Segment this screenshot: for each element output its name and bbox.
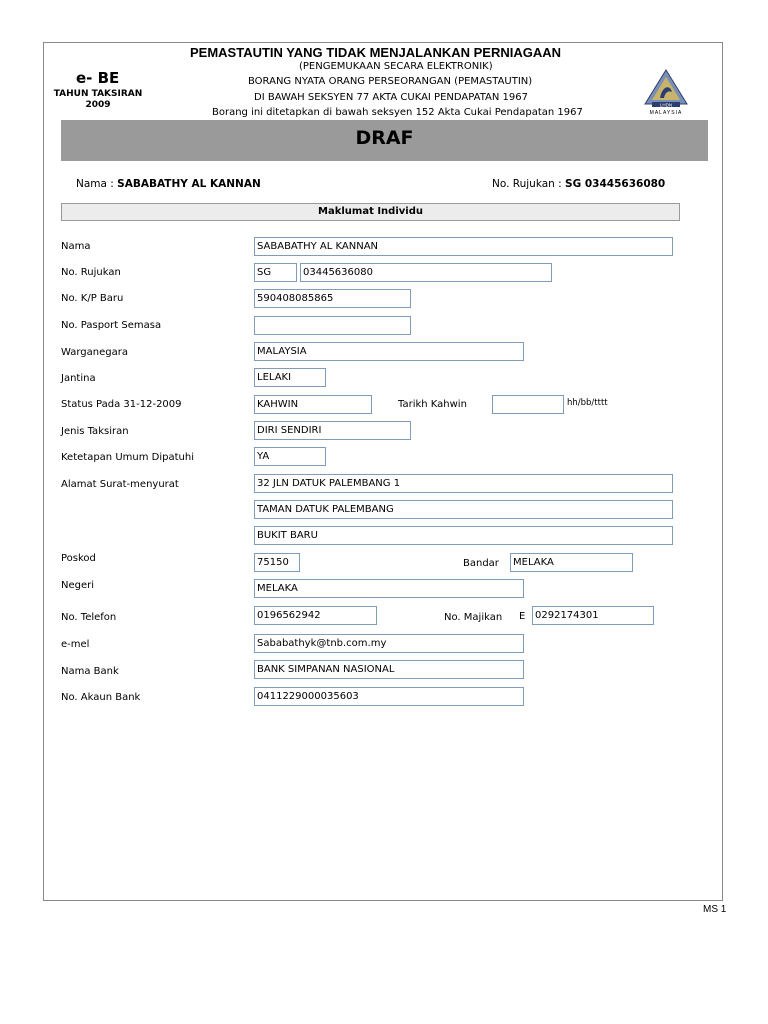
label-jenis: Jenis Taksiran [61, 426, 129, 437]
page-number: MS 1 [703, 904, 727, 915]
label-akaun: No. Akaun Bank [61, 692, 141, 703]
section-title: Maklumat Individu [61, 203, 680, 221]
rujukan-prefix-field[interactable]: SG [254, 263, 297, 282]
alamat-line2-field[interactable]: TAMAN DATUK PALEMBANG [254, 500, 673, 519]
label-pasport: No. Pasport Semasa [61, 320, 162, 331]
tax-year: 2009 [85, 100, 111, 110]
draft-label: DRAF [355, 127, 414, 149]
akaun-field[interactable]: 0411229000035603 [254, 687, 524, 706]
majikan-field[interactable]: 0292174301 [532, 606, 654, 625]
poskod-field[interactable]: 75150 [254, 553, 300, 572]
summary-ref-value: SG 03445636080 [565, 178, 666, 190]
form-subtitle-3: DI BAWAH SEKSYEN 77 AKTA CUKAI PENDAPATAN 1967 [254, 92, 528, 103]
label-warganegara: Warganegara [61, 347, 128, 358]
label-bandar: Bandar [463, 558, 499, 569]
bank-field[interactable]: BANK SIMPANAN NASIONAL [254, 660, 524, 679]
form-subtitle-2: BORANG NYATA ORANG PERSEORANGAN (PEMASTAUTIN) [248, 76, 533, 87]
form-code: e- BE [76, 69, 120, 87]
label-kp: No. K/P Baru [61, 293, 124, 304]
alamat-line3-field[interactable]: BUKIT BARU [254, 526, 673, 545]
ketetapan-field[interactable]: YA [254, 447, 326, 466]
majikan-prefix: E [519, 611, 526, 622]
summary-ref [492, 178, 665, 190]
lhdn-logo [640, 68, 692, 116]
label-poskod: Poskod [61, 553, 96, 564]
label-negeri: Negeri [61, 580, 95, 591]
jenis-field[interactable]: DIRI SENDIRI [254, 421, 411, 440]
summary-ref-label: No. Rujukan : [492, 178, 562, 190]
telefon-field[interactable]: 0196562942 [254, 606, 377, 625]
label-ketetapan: Ketetapan Umum Dipatuhi [61, 452, 194, 463]
form-subtitle-4: Borang ini ditetapkan di bawah seksyen 152 Akta Cukai Pendapatan 1967 [212, 107, 583, 118]
summary-name-value: SABABATHY AL KANNAN [117, 178, 261, 190]
label-status: Status Pada 31-12-2009 [61, 399, 182, 410]
label-emel: e-mel [61, 639, 90, 650]
nama-field[interactable]: SABABATHY AL KANNAN [254, 237, 673, 256]
label-telefon: No. Telefon [61, 612, 117, 623]
label-rujukan: No. Rujukan [61, 267, 121, 278]
status-field[interactable]: KAHWIN [254, 395, 372, 414]
label-tarikh-kahwin: Tarikh Kahwin [398, 399, 467, 410]
date-format-hint: hh/bb/tttt [567, 398, 608, 408]
label-alamat: Alamat Surat-menyurat [61, 479, 179, 490]
lhdn-emblem-icon [640, 68, 692, 116]
kp-field[interactable]: 590408085865 [254, 289, 411, 308]
tax-year-label: TAHUN TAKSIRAN [53, 89, 143, 99]
summary-name-label: Nama : [76, 178, 114, 190]
draft-banner [61, 120, 708, 161]
label-nama: Nama [61, 241, 91, 252]
logo-text: LHDN [659, 102, 673, 108]
negeri-field[interactable]: MELAKA [254, 579, 524, 598]
jantina-field[interactable]: LELAKI [254, 368, 326, 387]
bandar-field[interactable]: MELAKA [510, 553, 633, 572]
form-title: PEMASTAUTIN YANG TIDAK MENJALANKAN PERNIAGAAN [190, 45, 562, 60]
rujukan-field[interactable]: 03445636080 [300, 263, 552, 282]
form-page-frame [43, 42, 723, 901]
emel-field[interactable]: Sababathyk@tnb.com.my [254, 634, 524, 653]
tarikh-kahwin-field[interactable] [492, 395, 564, 414]
warganegara-field[interactable]: MALAYSIA [254, 342, 524, 361]
pasport-field[interactable] [254, 316, 411, 335]
logo-country: MALAYSIA [649, 110, 683, 116]
summary-name [76, 178, 261, 190]
alamat-line1-field[interactable]: 32 JLN DATUK PALEMBANG 1 [254, 474, 673, 493]
label-jantina: Jantina [61, 373, 96, 384]
label-bank: Nama Bank [61, 666, 119, 677]
label-majikan: No. Majikan [444, 612, 503, 623]
form-subtitle-1: (PENGEMUKAAN SECARA ELEKTRONIK) [299, 61, 493, 72]
